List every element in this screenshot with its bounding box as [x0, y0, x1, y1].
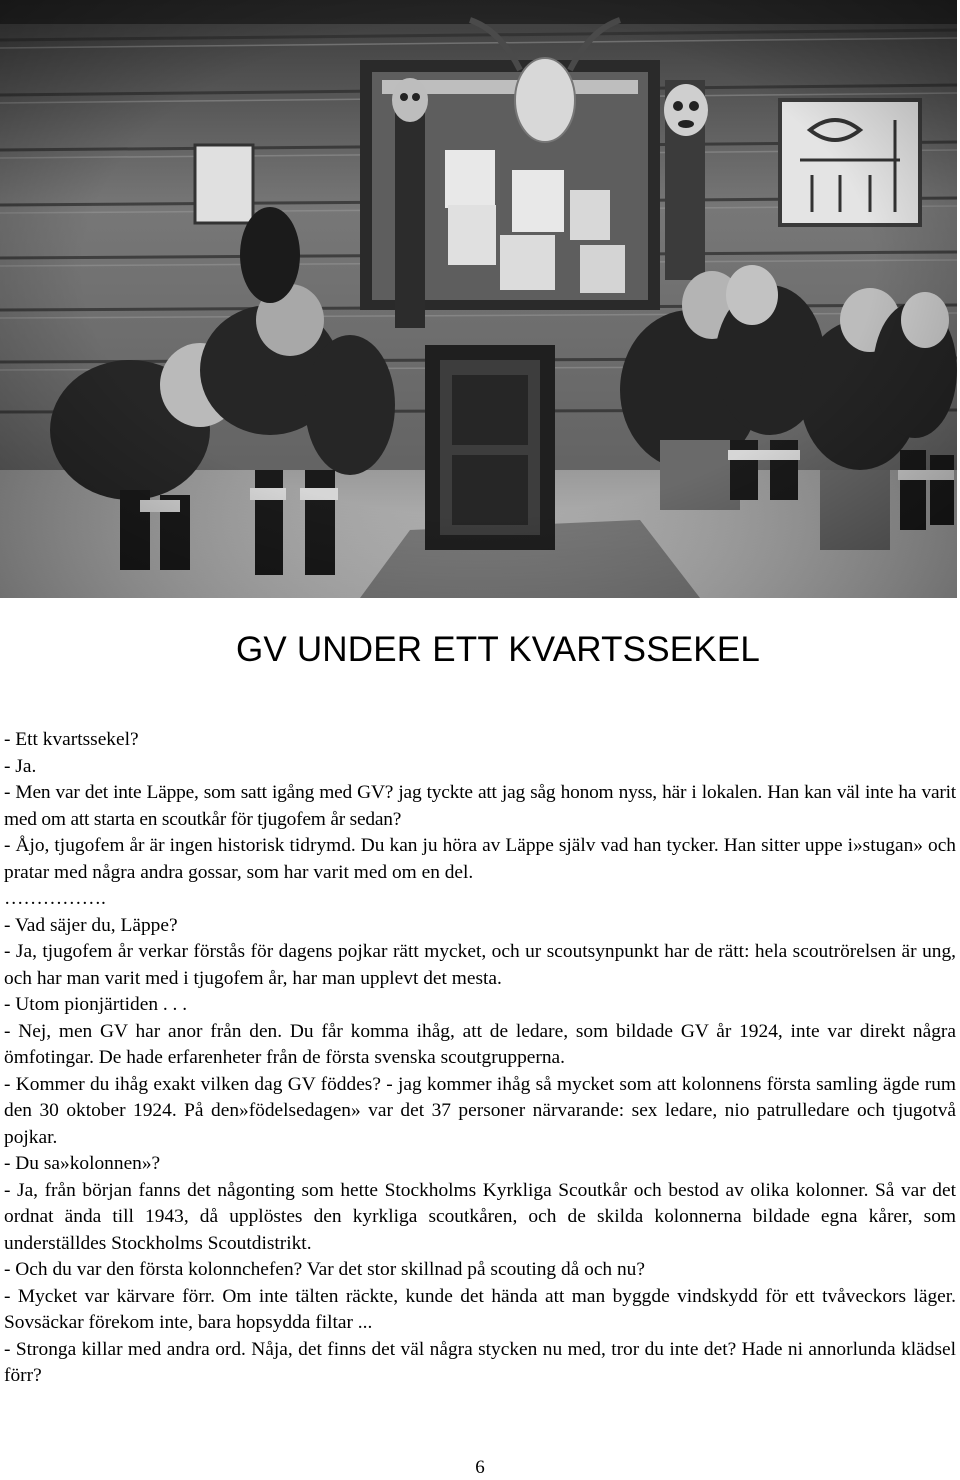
- dialogue-line: - Mycket var kärvare förr. Om inte tälten räckte, kunde det hända att man byggde vindskydd för ett tvåveckors läger. Sovsäckar förekom inte, bara hopsydda filtar ...: [4, 1285, 956, 1333]
- dialogue-line: - Utom pionjärtiden . . .: [4, 994, 188, 1015]
- article-title-text: GV UNDER ETT KVARTSSEKEL: [235, 630, 761, 669]
- dialogue-line: - Åjo, tjugofem år är ingen historisk tidrymd. Du kan ju höra av Läppe själv vad han tycker. Han sitter uppe i»stugan» och pratar med några andra gossar, som har varit med om en del.: [4, 835, 956, 883]
- dialogue-line: - Och du var den första kolonnchefen? Var det stor skillnad på scouting då och nu?: [4, 1259, 645, 1280]
- dialogue-line: - Vad säjer du, Läppe?: [4, 914, 178, 936]
- dialogue-line: - Ja, från början fanns det någonting som hette Stockholms Kyrkliga Scoutkår och bestod av olika kolonner. Så var det ordnat ända till 1943, då upplöstes den kyrkliga scoutkåren, och de skilda kolonnerna bildade egna kårer, som underställdes Stockholms Scoutdistrikt.: [4, 1179, 956, 1254]
- article-body: [4, 727, 956, 1390]
- dialogue-line: - Men var det inte Läppe, som satt igång med GV? jag tyckte att jag såg honom nyss, här i lokalen. Han kan väl inte ha varit med om att starta en scoutkår för tjugofem år sedan?: [4, 782, 956, 830]
- dialogue-line: - Nej, men GV har anor från den. Du får komma ihåg, att de ledare, som bildade GV år 1924, inte var direkt några ömfotingar. De hade erfarenheter från de första svenska scoutgrupperna.: [4, 1020, 956, 1068]
- photo-illustration: [0, 0, 957, 598]
- dialogue-line: - Stronga killar med andra ord. Nåja, det finns det väl några stycken nu med, tror du inte det? Hade ni annorlunda klädsel förr?: [4, 1338, 956, 1386]
- scene-break: …………….: [4, 888, 106, 909]
- dialogue-line: - Ett kvartssekel?: [4, 729, 139, 750]
- dialogue-line: - Du sa»kolonnen»?: [4, 1153, 161, 1174]
- dialogue-line: - Ja, tjugofem år verkar förstås för dagens pojkar rätt mycket, och ur scoutsynpunkt har de rätt: hela scoutrörelsen är ung, och har man varit med i tjugofem år, har man upplevt det mesta.: [4, 941, 956, 989]
- page-number: 6: [475, 1457, 485, 1478]
- article-title: [0, 628, 960, 672]
- dialogue-line: - Ja.: [4, 755, 37, 777]
- scout-cabin-photo: [0, 0, 957, 598]
- dialogue-line: - Kommer du ihåg exakt vilken dag GV föddes? - jag kommer ihåg så mycket som att kolonnens första samling ägde rum den 30 oktober 1924. På den»födelsedagen» var det 37 personer närvarande: sex ledare, nio patrulledare och tjugotvå pojkar.: [4, 1073, 956, 1148]
